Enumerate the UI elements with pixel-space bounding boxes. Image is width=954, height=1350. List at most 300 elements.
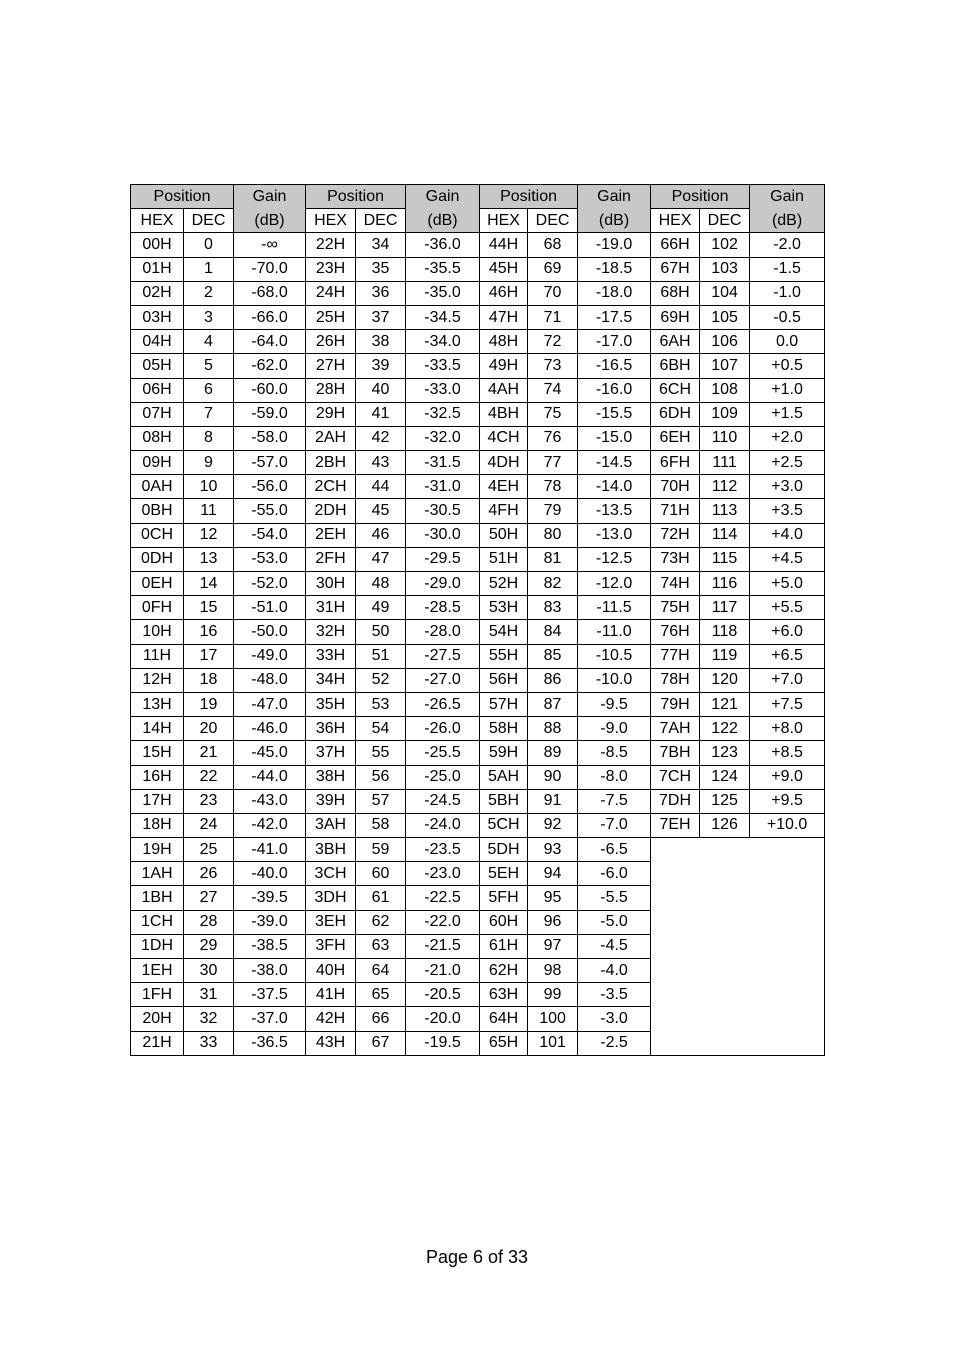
table-row [131, 717, 825, 741]
dec-cell: 102 [700, 233, 750, 257]
gain-cell: -33.5 [406, 354, 480, 378]
hex-cell: 20H [131, 1007, 184, 1031]
hex-cell: 36H [306, 717, 356, 741]
gain-cell: 0.0 [750, 330, 825, 354]
gain-cell: -33.0 [406, 378, 480, 402]
gain-header: Gain [406, 185, 480, 209]
hex-cell: 78H [651, 668, 700, 692]
gain-cell: -20.0 [406, 1007, 480, 1031]
hex-cell: 75H [651, 596, 700, 620]
gain-cell: -51.0 [234, 596, 306, 620]
gain-cell: -1.0 [750, 281, 825, 305]
dec-cell: 10 [184, 475, 234, 499]
gain-cell: +3.0 [750, 475, 825, 499]
hex-cell: 7AH [651, 717, 700, 741]
table-row [131, 644, 825, 668]
hex-cell: 34H [306, 668, 356, 692]
dec-cell: 106 [700, 330, 750, 354]
hex-cell: 28H [306, 378, 356, 402]
gain-cell: +8.0 [750, 717, 825, 741]
dec-cell: 48 [356, 572, 406, 596]
gain-cell: -22.5 [406, 886, 480, 910]
dec-cell: 60 [356, 862, 406, 886]
dec-cell: 91 [528, 789, 578, 813]
gain-cell: -36.0 [406, 233, 480, 257]
hex-cell: 7BH [651, 741, 700, 765]
dec-cell: 34 [356, 233, 406, 257]
dec-cell: 81 [528, 547, 578, 571]
hex-cell: 40H [306, 959, 356, 983]
gain-cell: -35.0 [406, 281, 480, 305]
dec-cell: 112 [700, 475, 750, 499]
dec-cell: 62 [356, 910, 406, 934]
hex-cell: 26H [306, 330, 356, 354]
hex-cell: 27H [306, 354, 356, 378]
table-row [131, 451, 825, 475]
dec-cell: 90 [528, 765, 578, 789]
dec-cell: 33 [184, 1031, 234, 1055]
gain-cell: -14.0 [578, 475, 651, 499]
hex-cell: 31H [306, 596, 356, 620]
hex-cell: 51H [480, 547, 528, 571]
gain-cell: -60.0 [234, 378, 306, 402]
dec-cell: 22 [184, 765, 234, 789]
hex-cell: 6DH [651, 402, 700, 426]
dec-cell: 70 [528, 281, 578, 305]
gain-cell: -54.0 [234, 523, 306, 547]
hex-cell: 49H [480, 354, 528, 378]
gain-table [130, 184, 825, 1056]
gain-cell: -11.5 [578, 596, 651, 620]
gain-cell: -9.0 [578, 717, 651, 741]
hex-cell: 6BH [651, 354, 700, 378]
dec-cell: 30 [184, 959, 234, 983]
dec-cell: 68 [528, 233, 578, 257]
gain-cell: -23.0 [406, 862, 480, 886]
table-row [131, 765, 825, 789]
gain-cell: +6.0 [750, 620, 825, 644]
hex-header: HEX [306, 209, 356, 233]
gain-cell: -31.0 [406, 475, 480, 499]
hex-cell: 3BH [306, 838, 356, 862]
table-body [131, 233, 825, 1055]
hex-cell: 2BH [306, 451, 356, 475]
dec-cell: 88 [528, 717, 578, 741]
gain-cell: -30.0 [406, 523, 480, 547]
dec-cell: 8 [184, 426, 234, 450]
hex-cell: 53H [480, 596, 528, 620]
gain-cell: -13.0 [578, 523, 651, 547]
dec-cell: 18 [184, 668, 234, 692]
hex-cell: 45H [480, 257, 528, 281]
dec-cell: 75 [528, 402, 578, 426]
position-header: Position [480, 185, 578, 209]
dec-cell: 17 [184, 644, 234, 668]
dec-cell: 43 [356, 451, 406, 475]
gain-cell: +5.5 [750, 596, 825, 620]
hex-cell: 11H [131, 644, 184, 668]
dec-cell: 45 [356, 499, 406, 523]
hex-cell: 57H [480, 692, 528, 716]
hex-cell: 46H [480, 281, 528, 305]
hex-cell: 08H [131, 426, 184, 450]
table-row [131, 281, 825, 305]
dec-cell: 117 [700, 596, 750, 620]
hex-cell: 5CH [480, 813, 528, 837]
gain-cell: -26.5 [406, 692, 480, 716]
dec-cell: 107 [700, 354, 750, 378]
hex-cell: 2AH [306, 426, 356, 450]
gain-cell: -48.0 [234, 668, 306, 692]
hex-cell: 15H [131, 741, 184, 765]
gain-cell: -53.0 [234, 547, 306, 571]
dec-cell: 89 [528, 741, 578, 765]
gain-cell: +2.0 [750, 426, 825, 450]
hex-cell: 2DH [306, 499, 356, 523]
gain-cell: -38.0 [234, 959, 306, 983]
hex-cell: 2EH [306, 523, 356, 547]
gain-cell: -64.0 [234, 330, 306, 354]
gain-cell: -16.5 [578, 354, 651, 378]
dec-cell: 58 [356, 813, 406, 837]
dec-cell: 76 [528, 426, 578, 450]
dec-cell: 12 [184, 523, 234, 547]
dec-cell: 121 [700, 692, 750, 716]
gain-cell: -7.5 [578, 789, 651, 813]
gain-cell: -18.0 [578, 281, 651, 305]
dec-cell: 63 [356, 934, 406, 958]
dec-cell: 100 [528, 1007, 578, 1031]
hex-cell: 0AH [131, 475, 184, 499]
hex-cell: 70H [651, 475, 700, 499]
table-row [131, 741, 825, 765]
hex-cell: 6FH [651, 451, 700, 475]
dec-cell: 29 [184, 934, 234, 958]
dec-cell: 85 [528, 644, 578, 668]
hex-cell: 1DH [131, 934, 184, 958]
gain-cell: -3.0 [578, 1007, 651, 1031]
hex-cell: 7EH [651, 813, 700, 837]
gain-cell: +9.0 [750, 765, 825, 789]
hex-cell: 71H [651, 499, 700, 523]
gain-cell: -37.0 [234, 1007, 306, 1031]
db-header: (dB) [234, 209, 306, 233]
hex-cell: 18H [131, 813, 184, 837]
hex-cell: 55H [480, 644, 528, 668]
gain-cell: -8.5 [578, 741, 651, 765]
dec-cell: 26 [184, 862, 234, 886]
position-header: Position [131, 185, 234, 209]
gain-cell: -11.0 [578, 620, 651, 644]
dec-cell: 54 [356, 717, 406, 741]
hex-cell: 60H [480, 910, 528, 934]
hex-cell: 52H [480, 572, 528, 596]
gain-cell: -55.0 [234, 499, 306, 523]
dec-cell: 46 [356, 523, 406, 547]
gain-cell: -0.5 [750, 305, 825, 329]
dec-cell: 21 [184, 741, 234, 765]
gain-cell: -34.5 [406, 305, 480, 329]
dec-cell: 32 [184, 1007, 234, 1031]
dec-cell: 125 [700, 789, 750, 813]
dec-cell: 31 [184, 983, 234, 1007]
gain-cell: -46.0 [234, 717, 306, 741]
gain-cell: -13.5 [578, 499, 651, 523]
table-row [131, 668, 825, 692]
hex-cell: 58H [480, 717, 528, 741]
gain-cell: -32.0 [406, 426, 480, 450]
table-row [131, 838, 825, 862]
hex-cell: 65H [480, 1031, 528, 1055]
dec-cell: 7 [184, 402, 234, 426]
dec-cell: 53 [356, 692, 406, 716]
table-row [131, 620, 825, 644]
position-header: Position [306, 185, 406, 209]
gain-cell: -41.0 [234, 838, 306, 862]
gain-cell: +6.5 [750, 644, 825, 668]
gain-cell: -35.5 [406, 257, 480, 281]
dec-cell: 9 [184, 451, 234, 475]
dec-cell: 57 [356, 789, 406, 813]
table-row [131, 330, 825, 354]
table-row [131, 813, 825, 837]
dec-header: DEC [184, 209, 234, 233]
hex-cell: 25H [306, 305, 356, 329]
gain-cell: -52.0 [234, 572, 306, 596]
dec-cell: 1 [184, 257, 234, 281]
hex-cell: 32H [306, 620, 356, 644]
gain-cell: -37.5 [234, 983, 306, 1007]
gain-cell: +5.0 [750, 572, 825, 596]
hex-cell: 56H [480, 668, 528, 692]
hex-cell: 22H [306, 233, 356, 257]
hex-cell: 4EH [480, 475, 528, 499]
gain-cell: -58.0 [234, 426, 306, 450]
hex-cell: 6AH [651, 330, 700, 354]
gain-cell: -17.5 [578, 305, 651, 329]
dec-cell: 116 [700, 572, 750, 596]
table-row [131, 499, 825, 523]
hex-cell: 4AH [480, 378, 528, 402]
dec-cell: 66 [356, 1007, 406, 1031]
gain-cell: +10.0 [750, 813, 825, 837]
hex-cell: 04H [131, 330, 184, 354]
gain-cell: -40.0 [234, 862, 306, 886]
hex-cell: 6CH [651, 378, 700, 402]
hex-cell: 66H [651, 233, 700, 257]
gain-cell: -2.5 [578, 1031, 651, 1055]
hex-cell: 42H [306, 1007, 356, 1031]
hex-cell: 37H [306, 741, 356, 765]
table-row [131, 547, 825, 571]
gain-cell: +4.0 [750, 523, 825, 547]
hex-cell: 5BH [480, 789, 528, 813]
hex-cell: 72H [651, 523, 700, 547]
dec-cell: 126 [700, 813, 750, 837]
gain-cell: -68.0 [234, 281, 306, 305]
gain-cell: -43.0 [234, 789, 306, 813]
dec-cell: 72 [528, 330, 578, 354]
gain-cell: -16.0 [578, 378, 651, 402]
hex-cell: 59H [480, 741, 528, 765]
gain-cell: -49.0 [234, 644, 306, 668]
hex-cell: 47H [480, 305, 528, 329]
hex-header: HEX [480, 209, 528, 233]
hex-cell: 68H [651, 281, 700, 305]
dec-cell: 82 [528, 572, 578, 596]
hex-cell: 1EH [131, 959, 184, 983]
dec-cell: 5 [184, 354, 234, 378]
dec-cell: 122 [700, 717, 750, 741]
hex-cell: 73H [651, 547, 700, 571]
hex-cell: 64H [480, 1007, 528, 1031]
hex-cell: 30H [306, 572, 356, 596]
gain-cell: -45.0 [234, 741, 306, 765]
hex-cell: 00H [131, 233, 184, 257]
hex-cell: 07H [131, 402, 184, 426]
gain-cell: -10.0 [578, 668, 651, 692]
hex-cell: 5EH [480, 862, 528, 886]
page-number: Page 6 of 33 [425, 1247, 529, 1267]
gain-cell: -29.0 [406, 572, 480, 596]
empty-block [651, 838, 825, 1056]
dec-cell: 41 [356, 402, 406, 426]
dec-cell: 11 [184, 499, 234, 523]
dec-cell: 113 [700, 499, 750, 523]
gain-cell: -4.5 [578, 934, 651, 958]
dec-cell: 97 [528, 934, 578, 958]
hex-cell: 17H [131, 789, 184, 813]
table-row [131, 378, 825, 402]
dec-cell: 94 [528, 862, 578, 886]
hex-cell: 23H [306, 257, 356, 281]
table-row [131, 692, 825, 716]
table-row [131, 596, 825, 620]
hex-cell: 2FH [306, 547, 356, 571]
dec-cell: 93 [528, 838, 578, 862]
dec-cell: 3 [184, 305, 234, 329]
dec-cell: 99 [528, 983, 578, 1007]
gain-cell: -30.5 [406, 499, 480, 523]
gain-cell: -24.5 [406, 789, 480, 813]
dec-cell: 51 [356, 644, 406, 668]
dec-cell: 23 [184, 789, 234, 813]
dec-cell: 103 [700, 257, 750, 281]
hex-cell: 41H [306, 983, 356, 1007]
hex-cell: 29H [306, 402, 356, 426]
gain-cell: -12.5 [578, 547, 651, 571]
hex-header: HEX [651, 209, 700, 233]
gain-cell: -57.0 [234, 451, 306, 475]
dec-cell: 96 [528, 910, 578, 934]
table-row [131, 789, 825, 813]
gain-cell: -59.0 [234, 402, 306, 426]
hex-cell: 16H [131, 765, 184, 789]
gain-cell: -12.0 [578, 572, 651, 596]
gain-cell: -2.0 [750, 233, 825, 257]
dec-cell: 71 [528, 305, 578, 329]
db-header: (dB) [750, 209, 825, 233]
hex-cell: 3CH [306, 862, 356, 886]
dec-header: DEC [700, 209, 750, 233]
hex-cell: 12H [131, 668, 184, 692]
hex-cell: 1CH [131, 910, 184, 934]
dec-cell: 83 [528, 596, 578, 620]
dec-cell: 65 [356, 983, 406, 1007]
hex-cell: 62H [480, 959, 528, 983]
dec-cell: 61 [356, 886, 406, 910]
gain-cell: -39.0 [234, 910, 306, 934]
hex-cell: 79H [651, 692, 700, 716]
dec-cell: 118 [700, 620, 750, 644]
gain-cell: -15.0 [578, 426, 651, 450]
dec-cell: 0 [184, 233, 234, 257]
dec-cell: 73 [528, 354, 578, 378]
hex-cell: 01H [131, 257, 184, 281]
dec-cell: 123 [700, 741, 750, 765]
hex-cell: 39H [306, 789, 356, 813]
hex-cell: 3AH [306, 813, 356, 837]
hex-cell: 50H [480, 523, 528, 547]
gain-cell: -28.5 [406, 596, 480, 620]
gain-cell: -21.0 [406, 959, 480, 983]
dec-cell: 19 [184, 692, 234, 716]
hex-cell: 10H [131, 620, 184, 644]
hex-cell: 0BH [131, 499, 184, 523]
dec-cell: 56 [356, 765, 406, 789]
dec-cell: 69 [528, 257, 578, 281]
hex-cell: 35H [306, 692, 356, 716]
dec-cell: 38 [356, 330, 406, 354]
gain-cell: -15.5 [578, 402, 651, 426]
gain-cell: -7.0 [578, 813, 651, 837]
dec-cell: 119 [700, 644, 750, 668]
dec-cell: 109 [700, 402, 750, 426]
gain-cell: +4.5 [750, 547, 825, 571]
dec-cell: 42 [356, 426, 406, 450]
dec-cell: 84 [528, 620, 578, 644]
hex-cell: 21H [131, 1031, 184, 1055]
db-header: (dB) [578, 209, 651, 233]
gain-cell: -5.5 [578, 886, 651, 910]
dec-cell: 95 [528, 886, 578, 910]
hex-cell: 6EH [651, 426, 700, 450]
hex-cell: 0CH [131, 523, 184, 547]
dec-cell: 105 [700, 305, 750, 329]
dec-cell: 37 [356, 305, 406, 329]
gain-cell: -4.0 [578, 959, 651, 983]
hex-cell: 0DH [131, 547, 184, 571]
dec-cell: 39 [356, 354, 406, 378]
hex-cell: 69H [651, 305, 700, 329]
hex-cell: 4DH [480, 451, 528, 475]
hex-cell: 44H [480, 233, 528, 257]
table-row [131, 257, 825, 281]
gain-cell: -10.5 [578, 644, 651, 668]
dec-cell: 16 [184, 620, 234, 644]
dec-cell: 40 [356, 378, 406, 402]
gain-cell: -6.5 [578, 838, 651, 862]
gain-cell: -44.0 [234, 765, 306, 789]
dec-cell: 108 [700, 378, 750, 402]
gain-cell: +9.5 [750, 789, 825, 813]
dec-cell: 98 [528, 959, 578, 983]
dec-cell: 101 [528, 1031, 578, 1055]
dec-cell: 36 [356, 281, 406, 305]
gain-cell: -29.5 [406, 547, 480, 571]
hex-cell: 5AH [480, 765, 528, 789]
hex-cell: 1FH [131, 983, 184, 1007]
